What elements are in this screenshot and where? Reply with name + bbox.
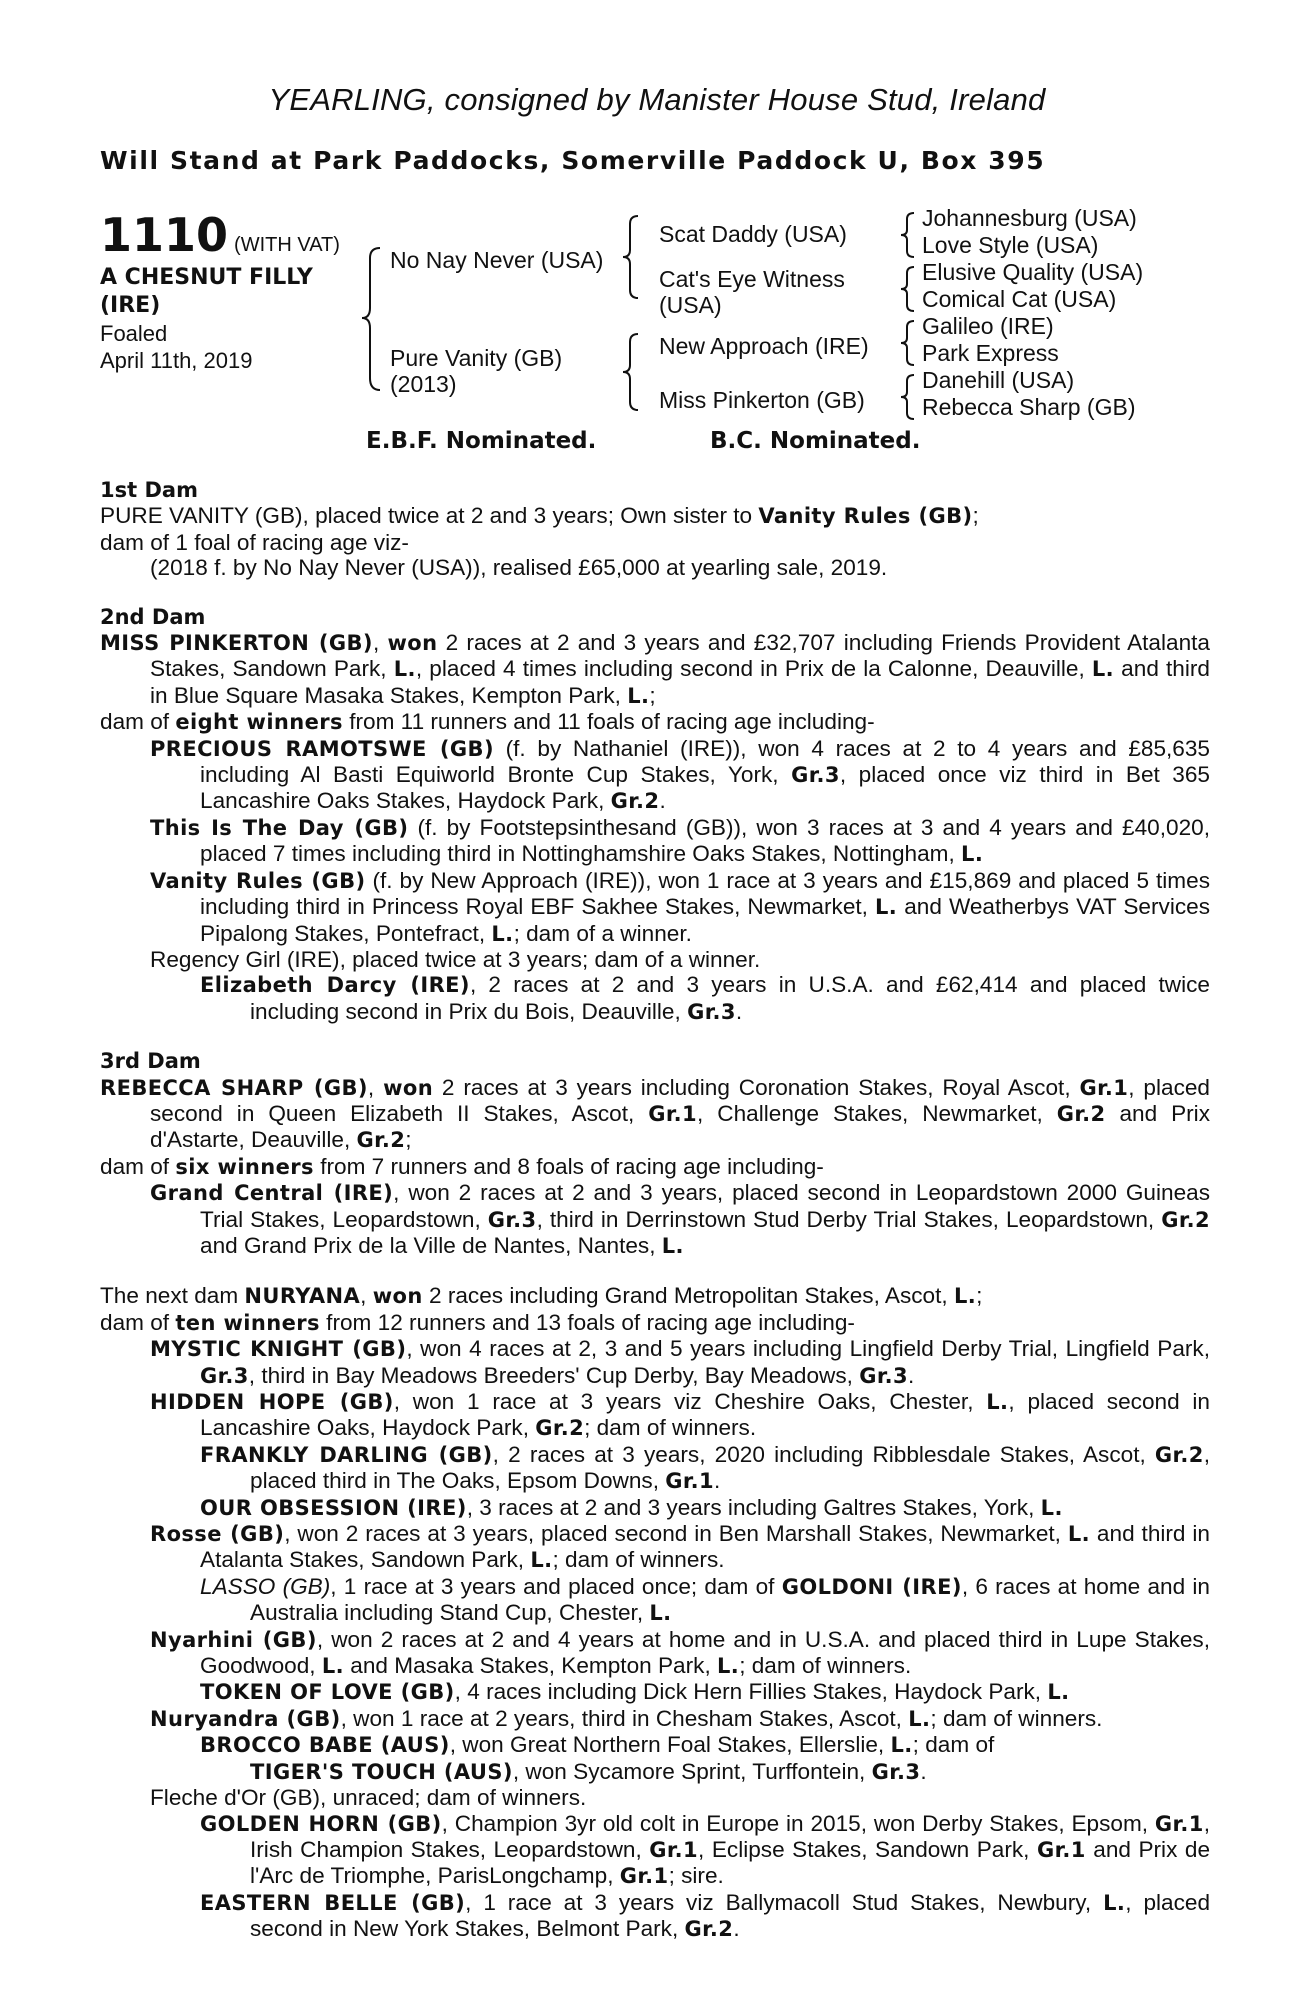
produce-grand-central: Grand Central (IRE), won 2 races at 2 and 3 years, placed second in Leopardstown 2000 Guineas Trial Stakes, Leopardstown, Gr.3, third in Derrinstown Stud Derby Trial Stakes, Leopardstown, Gr.2 and Grand Prix de la Ville de Nantes, Nantes, L. xyxy=(150,1180,1210,1258)
second-dam-summary: dam of eight winners from 11 runners and 11 foals of racing age including- xyxy=(100,709,875,735)
lot-number: 1110 xyxy=(100,208,229,262)
produce-golden-horn: GOLDEN HORN (GB), Champion 3yr old colt in Europe in 2015, won Derby Stakes, Epsom, Gr.1, Irish Champion Stakes, Leopardstown, Gr.1, Eclipse Stakes, Sandown Park, Gr.1 and Prix de l'Arc de Triomphe, ParisLongchamp, Gr.1; sire. xyxy=(200,1810,1211,1889)
pedigree-brace-g12 xyxy=(898,210,918,260)
pedigree-g5: Galileo (IRE) xyxy=(922,313,1054,339)
pedigree-sire-dam-country: (USA) xyxy=(659,292,722,318)
ebf-nomination: E.B.F. Nominated. xyxy=(366,428,597,454)
first-dam-heading: 1st Dam xyxy=(100,478,198,502)
foaled-info xyxy=(100,320,252,374)
produce-elizabeth-darcy: Elizabeth Darcy (IRE), 2 races at 2 and 3 years in U.S.A. and £62,414 and placed twice including second in Prix du Bois, Deauville, Gr.3. xyxy=(200,972,1211,1024)
produce-regency-girl: Regency Girl (IRE), placed twice at 3 years; dam of a winner. xyxy=(150,946,761,972)
produce-rosse: Rosse (GB), won 2 races at 3 years, placed second in Ben Marshall Stakes, Newmarket, L. and third in Atalanta Stakes, Sandown Park, L.; dam of winners. xyxy=(150,1521,1210,1573)
produce-nyarhini: Nyarhini (GB), won 2 races at 2 and 4 years at home and in U.S.A. and placed third in Lupe Stakes, Goodwood, L. and Masaka Stakes, Kempton Park, L.; dam of winners. xyxy=(150,1626,1210,1679)
pedigree-sire-sire: Scat Daddy (USA) xyxy=(659,221,847,247)
produce-lasso: LASSO (GB), 1 race at 3 years and placed once; dam of GOLDONI (IRE), 6 races at home and in Australia including Stand Cup, Chester, L. xyxy=(200,1573,1210,1626)
pedigree-g2: Love Style (USA) xyxy=(922,232,1099,258)
first-dam-text: PURE VANITY (GB), placed twice at 2 and 3 years; Own sister to Vanity Rules (GB); xyxy=(100,503,979,529)
pedigree-sire: No Nay Never (USA) xyxy=(390,247,604,273)
third-dam-summary: dam of six winners from 7 runners and 8 foals of racing age including- xyxy=(100,1153,824,1179)
foaled-date: April 11th, 2019 xyxy=(100,348,253,373)
pedigree-sire-dam-name: Cat's Eye Witness xyxy=(659,266,845,292)
pedigree-brace-dam xyxy=(620,330,642,414)
produce-nuryandra: Nuryandra (GB), won 1 race at 2 years, third in Chesham Stakes, Ascot, L.; dam of winners. xyxy=(150,1705,1103,1731)
produce-eastern-belle: EASTERN BELLE (GB), 1 race at 3 years viz Ballymacoll Stud Stakes, Newbury, L., placed second in New York Stakes, Belmont Park, Gr.2. xyxy=(200,1889,1211,1942)
pedigree-g8: Rebecca Sharp (GB) xyxy=(922,394,1136,420)
pedigree-g7: Danehill (USA) xyxy=(922,367,1075,393)
pedigree-g3: Elusive Quality (USA) xyxy=(922,259,1144,285)
produce-tigers-touch: TIGER'S TOUCH (AUS), won Sycamore Sprint, Turffontein, Gr.3. xyxy=(250,1758,927,1784)
pedigree-brace-main xyxy=(360,244,384,394)
pedigree-brace-sire xyxy=(620,212,642,302)
first-dam-text-2: dam of 1 foal of racing age viz- xyxy=(100,529,409,555)
produce-token-of-love: TOKEN OF LOVE (GB), 4 races including Dick Hern Fillies Stakes, Haydock Park, L. xyxy=(200,1679,1070,1705)
produce-brocco-babe: BROCCO BABE (AUS), won Great Northern Foal Stakes, Ellerslie, L.; dam of xyxy=(200,1732,995,1758)
produce-hidden-hope: HIDDEN HOPE (GB), won 1 race at 3 years viz Cheshire Oaks, Chester, L., placed second in Lancashire Oaks, Haydock Park, Gr.2; dam of winners. xyxy=(150,1389,1210,1441)
consignment-line: YEARLING, consigned by Manister House Stud, Ireland xyxy=(268,82,1046,117)
sex-line-country: (IRE) xyxy=(100,293,161,318)
produce-vanity-rules: Vanity Rules (GB) (f. by New Approach (IRE)), won 1 race at 3 years and £15,869 and placed 5 times including third in Princess Royal EBF Sakhee Stakes, Newmarket, L. and Weatherbys VAT Services Pipalong Stakes, Pontefract, L.; dam of a winner. xyxy=(150,867,1210,946)
pedigree-sire-dam xyxy=(659,266,845,318)
pedigree-g4: Comical Cat (USA) xyxy=(922,286,1117,312)
pedigree-dam-year: (2013) xyxy=(390,371,457,397)
produce-mystic-knight: MYSTIC KNIGHT (GB), won 4 races at 2, 3 and 5 years including Lingfield Derby Trial, Lingfield Park, Gr.3, third in Bay Meadows Breeders' Cup Derby, Bay Meadows, Gr.3. xyxy=(150,1336,1211,1388)
foaled-label: Foaled xyxy=(100,321,168,346)
second-dam-heading: 2nd Dam xyxy=(100,604,206,629)
produce-precious-ramotswe: PRECIOUS RAMOTSWE (GB) (f. by Nathaniel (IRE)), won 4 races at 2 to 4 years and £85,635 including Al Basti Equiworld Bronte Cup Stakes, York, Gr.3, placed once viz third in Bet 365 Lancashire Oaks Stakes, Haydock Park, Gr.2. xyxy=(150,735,1210,814)
next-dam-summary: dam of ten winners from 12 runners and 13 foals of racing age including- xyxy=(100,1309,855,1335)
vat-note: (WITH VAT) xyxy=(234,234,340,256)
bc-nomination: B.C. Nominated. xyxy=(710,428,921,454)
second-dam-text: MISS PINKERTON (GB), won 2 races at 2 and 3 years and £32,707 including Friends Provident Atalanta Stakes, Sandown Park, L., placed 4 times including second in Prix de la Calonne, Deauville, L. and third in Blue Square Masaka Stakes, Kempton Park, L.; xyxy=(100,630,1210,708)
third-dam-text: REBECCA SHARP (GB), won 2 races at 3 years including Coronation Stakes, Royal Ascot, Gr.1, placed second in Queen Elizabeth II Stakes, Ascot, Gr.1, Challenge Stakes, Newmarket, Gr.2 and Prix d'Astarte, Deauville, Gr.2; xyxy=(100,1074,1211,1153)
produce-record xyxy=(100,478,1210,1943)
pedigree-dam-sire: New Approach (IRE) xyxy=(659,333,869,359)
lot-heading xyxy=(100,208,340,262)
pedigree-dam-dam: Miss Pinkerton (GB) xyxy=(659,387,865,413)
sex-line: A CHESNUT FILLY xyxy=(100,265,313,290)
pedigree-dam-name: Pure Vanity (GB) xyxy=(390,345,563,371)
produce-frankly-darling: FRANKLY DARLING (GB), 2 races at 3 years, 2020 including Ribblesdale Stakes, Ascot, Gr.2, placed third in The Oaks, Epsom Downs, Gr.1. xyxy=(200,1441,1210,1494)
pedigree-brace-g56 xyxy=(898,318,918,368)
stand-location: Will Stand at Park Paddocks, Somerville Paddock U, Box 395 xyxy=(100,146,1046,175)
produce-fleche-dor: Fleche d'Or (GB), unraced; dam of winners. xyxy=(150,1785,587,1811)
produce-our-obsession: OUR OBSESSION (IRE), 3 races at 2 and 3 years including Galtres Stakes, York, L. xyxy=(200,1494,1063,1520)
first-dam-produce: (2018 f. by No Nay Never (USA)), realised £65,000 at yearling sale, 2019. xyxy=(150,555,888,581)
next-dam-text: The next dam NURYANA, won 2 races including Grand Metropolitan Stakes, Ascot, L.; xyxy=(100,1283,983,1309)
pedigree-g6: Park Express xyxy=(922,340,1059,366)
pedigree-brace-g34 xyxy=(898,264,918,314)
pedigree-brace-g78 xyxy=(898,372,918,422)
produce-this-is-the-day: This Is The Day (GB) (f. by Footstepsinthesand (GB)), won 3 races at 3 and 4 years and £40,020, placed 7 times including third in Nottinghamshire Oaks Stakes, Nottingham, L. xyxy=(150,814,1210,867)
pedigree-g1: Johannesburg (USA) xyxy=(922,205,1137,231)
lot-description xyxy=(100,264,313,320)
third-dam-heading: 3rd Dam xyxy=(100,1049,201,1074)
pedigree-dam xyxy=(390,345,562,397)
